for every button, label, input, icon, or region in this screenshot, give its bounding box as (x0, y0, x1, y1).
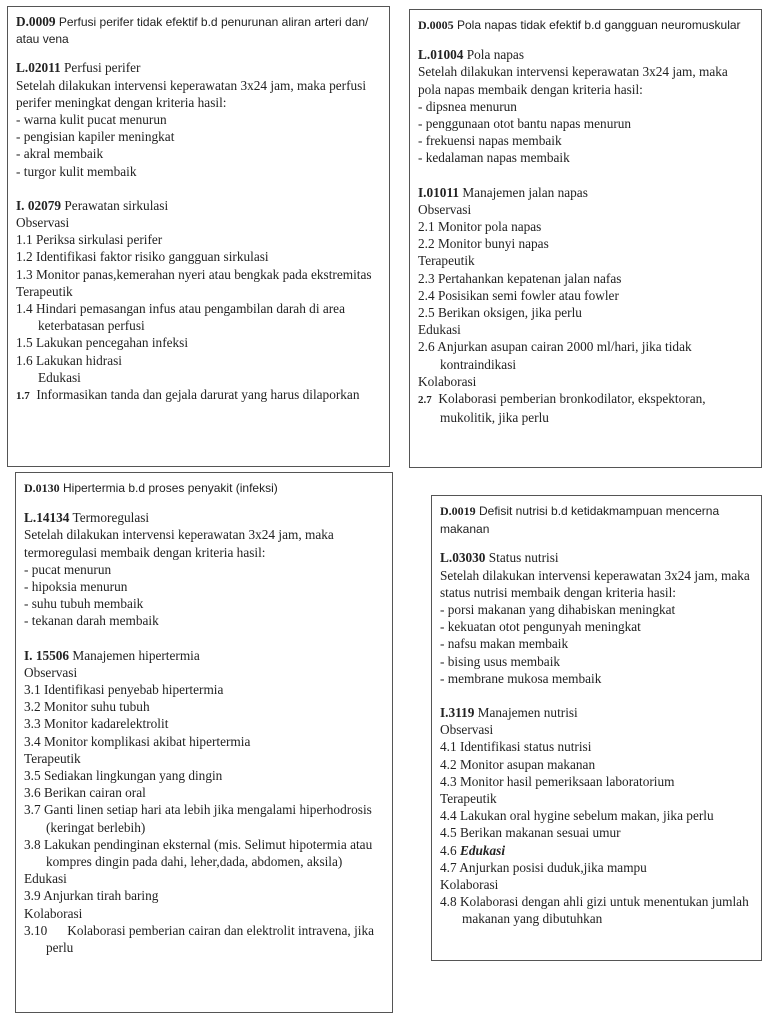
intervention-code: I.3119 (440, 705, 475, 721)
intervention-item: 3.1 Identifikasi penyebab hipertermia (24, 682, 224, 698)
criteria-item: - warna kulit pucat menurun (16, 112, 167, 128)
diagnosis-code: D.0009 (16, 14, 56, 29)
intervention-item: 4.5 Berikan makanan sesuai umur (440, 825, 621, 841)
criteria-item: - membrane mukosa membaik (440, 670, 602, 686)
diagnosis-text: Hipertermia b.d proses penyakit (infeksi) (59, 481, 278, 495)
criteria-item: - penggunaan otot bantu napas menurun (418, 116, 632, 132)
diagnosis-text: Defisit nutrisi b.d ketidakmampuan mencerna makanan (440, 504, 720, 537)
intervention-heading (16, 197, 381, 214)
section-label-edukasi: Edukasi (24, 871, 67, 887)
criteria-item: - frekuensi napas membaik (418, 133, 562, 149)
intervention-code: I. 02079 (16, 197, 62, 213)
diagnosis-code: D.0019 (440, 504, 476, 518)
diagnosis-code: D.0130 (24, 481, 60, 495)
intervention-item: 3.5 Sediakan lingkungan yang dingin (24, 768, 223, 784)
outcome-intro: Setelah dilakukan intervensi keperawatan 3x24 jam, maka pola napas membaik dengan kriteria hasil: (418, 64, 728, 97)
nursing-plan-card-hyperthermia (15, 472, 393, 1013)
diagnosis-code: D.0005 (418, 18, 454, 32)
intervention-item: 4.1 Identifikasi status nutrisi (440, 739, 592, 755)
section-label-edukasi: Edukasi (418, 322, 461, 338)
item-text: Informasikan tanda dan gejala darurat yang harus dilaporkan (36, 387, 360, 403)
section-label-observasi: Observasi (24, 664, 78, 680)
criteria-item: - porsi makanan yang dihabiskan meningkat (440, 602, 676, 618)
section-label-observasi: Observasi (16, 215, 70, 231)
outcome-heading (440, 549, 753, 566)
section-label-observasi: Observasi (440, 722, 494, 738)
nursing-plan-card-nutrition (431, 495, 762, 961)
section-label-edukasi (440, 842, 753, 859)
intervention-item (418, 390, 753, 426)
outcome-code: L.14134 (24, 510, 70, 526)
intervention-title: Manajemen hipertermia (69, 647, 200, 663)
diagnosis-text: Perfusi perifer tidak efektif b.d penurunan aliran arteri dan/ atau vena (16, 15, 369, 47)
intervention-heading (418, 184, 753, 201)
diagnosis-text: Pola napas tidak efektif b.d gangguan neuromuskular (453, 18, 741, 32)
intervention-heading (24, 647, 384, 664)
section-label-kolaborasi: Kolaborasi (418, 373, 477, 389)
intervention-item: 4.2 Monitor asupan makanan (440, 756, 596, 772)
intervention-item: 3.2 Monitor suhu tubuh (24, 699, 150, 715)
intervention-item: 1.1 Periksa sirkulasi perifer (16, 232, 163, 248)
outcome-intro: Setelah dilakukan intervensi keperawatan 3x24 jam, maka perfusi perifer meningkat dengan kriteria hasil: (16, 77, 367, 110)
section-label-terapeutik: Terapeutik (16, 283, 73, 299)
intervention-item: 3.6 Berikan cairan oral (24, 785, 146, 801)
section-label-edukasi: Edukasi (38, 369, 81, 385)
intervention-item: 3.9 Anjurkan tirah baring (24, 888, 159, 904)
outcome-title: Pola napas (463, 47, 525, 63)
criteria-item: - dipsnea menurun (418, 98, 517, 114)
criteria-item: - kekuatan otot pengunyah meningkat (440, 619, 641, 635)
criteria-item: - bising usus membaik (440, 653, 561, 669)
intervention-item: 1.2 Identifikasi faktor risiko gangguan sirkulasi (16, 249, 269, 265)
outcome-heading (24, 509, 384, 526)
criteria-item: - tekanan darah membaik (24, 613, 159, 629)
section-label-kolaborasi: Kolaborasi (24, 905, 83, 921)
section-label-terapeutik: Terapeutik (418, 253, 475, 269)
intervention-item: 1.6 Lakukan hidrasi (16, 352, 122, 368)
intervention-item: 4.4 Lakukan oral hygine sebelum makan, jika perlu (440, 808, 714, 824)
intervention-item: 1.5 Lakukan pencegahan infeksi (16, 335, 189, 351)
criteria-item: - nafsu makan membaik (440, 636, 569, 652)
section-label-observasi: Observasi (418, 201, 472, 217)
intervention-item (16, 386, 381, 405)
intervention-item: 1.3 Monitor panas,kemerahan nyeri atau bengkak pada ekstremitas (16, 266, 372, 282)
outcome-code: L.01004 (418, 47, 464, 63)
outcome-title: Status nutrisi (485, 550, 559, 566)
section-label-terapeutik: Terapeutik (440, 791, 497, 807)
criteria-item: - suhu tubuh membaik (24, 596, 144, 612)
intervention-code: I. 15506 (24, 647, 70, 663)
criteria-item: - hipoksia menurun (24, 579, 128, 595)
intervention-item: 1.4 Hindari pemasangan infus atau pengambilan darah di area keterbatasan perfusi (16, 301, 345, 334)
intervention-heading (440, 704, 753, 721)
intervention-item: 4.7 Anjurkan posisi duduk,jika mampu (440, 859, 647, 875)
section-label-terapeutik: Terapeutik (24, 750, 81, 766)
outcome-title: Termoregulasi (69, 510, 150, 526)
intervention-item: 4.8 Kolaborasi dengan ahli gizi untuk menentukan jumlah makanan yang dibutuhkan (440, 894, 749, 927)
intervention-title: Manajemen jalan napas (459, 184, 588, 200)
intervention-code: I.01011 (418, 184, 460, 200)
item-number: 1.7 (16, 390, 30, 403)
intervention-item: 3.7 Ganti linen setiap hari ata lebih jika mengalami hiperhodrosis (keringat berlebih) (24, 802, 372, 835)
intervention-title: Manajemen nutrisi (474, 705, 578, 721)
intervention-item: 3.10 Kolaborasi pemberian cairan dan elektrolit intravena, jika perlu (24, 922, 378, 956)
criteria-item: - pucat menurun (24, 561, 112, 577)
diagnosis-heading (418, 16, 753, 34)
outcome-code: L.03030 (440, 550, 486, 566)
intervention-item: 2.3 Pertahankan kepatenan jalan nafas (418, 270, 622, 286)
criteria-item: - akral membaik (16, 146, 104, 162)
outcome-code: L.02011 (16, 60, 61, 76)
item-number: 2.7 (418, 394, 432, 407)
intervention-item: 2.2 Monitor bunyi napas (418, 236, 549, 252)
intervention-item: 2.1 Monitor pola napas (418, 219, 542, 235)
outcome-intro: Setelah dilakukan intervensi keperawatan 3x24 jam, maka termoregulasi membaik dengan kriteria hasil: (24, 527, 334, 560)
nursing-plan-card-breathing (409, 9, 762, 468)
item-text: Kolaborasi pemberian bronkodilator, ekspektoran, mukolitik, jika perlu (438, 391, 706, 426)
item-number: 4.6 (440, 842, 460, 858)
outcome-title: Perfusi perifer (60, 60, 141, 76)
criteria-item: - turgor kulit membaik (16, 163, 137, 179)
diagnosis-heading (24, 479, 384, 497)
intervention-item: 2.4 Posisikan semi fowler atau fowler (418, 287, 619, 303)
nursing-plan-card-perfusion (7, 6, 390, 467)
criteria-item: - pengisian kapiler meningkat (16, 129, 175, 145)
intervention-item: 3.8 Lakukan pendinginan eksternal (mis. Selimut hipotermia atau kompres dingin pada dahi, leher,dada, abdomen, aksila) (24, 836, 373, 870)
outcome-heading (418, 46, 753, 63)
section-label-kolaborasi: Kolaborasi (440, 877, 499, 893)
diagnosis-heading (16, 13, 381, 47)
outcome-heading (16, 59, 381, 76)
intervention-item: 2.5 Berikan oksigen, jika perlu (418, 305, 582, 321)
edukasi-heading: Edukasi (459, 842, 506, 858)
intervention-item: 3.4 Monitor komplikasi akibat hipertermia (24, 733, 251, 749)
outcome-intro: Setelah dilakukan intervensi keperawatan 3x24 jam, maka status nutrisi membaik dengan kriteria hasil: (440, 567, 750, 600)
intervention-item: 4.3 Monitor hasil pemeriksaan laboratorium (440, 773, 675, 789)
diagnosis-heading (440, 502, 753, 537)
intervention-title: Perawatan sirkulasi (61, 197, 169, 213)
criteria-item: - kedalaman napas membaik (418, 150, 570, 166)
intervention-item: 3.3 Monitor kadarelektrolit (24, 716, 169, 732)
intervention-item: 2.6 Anjurkan asupan cairan 2000 ml/hari, jika tidak kontraindikasi (418, 339, 692, 372)
